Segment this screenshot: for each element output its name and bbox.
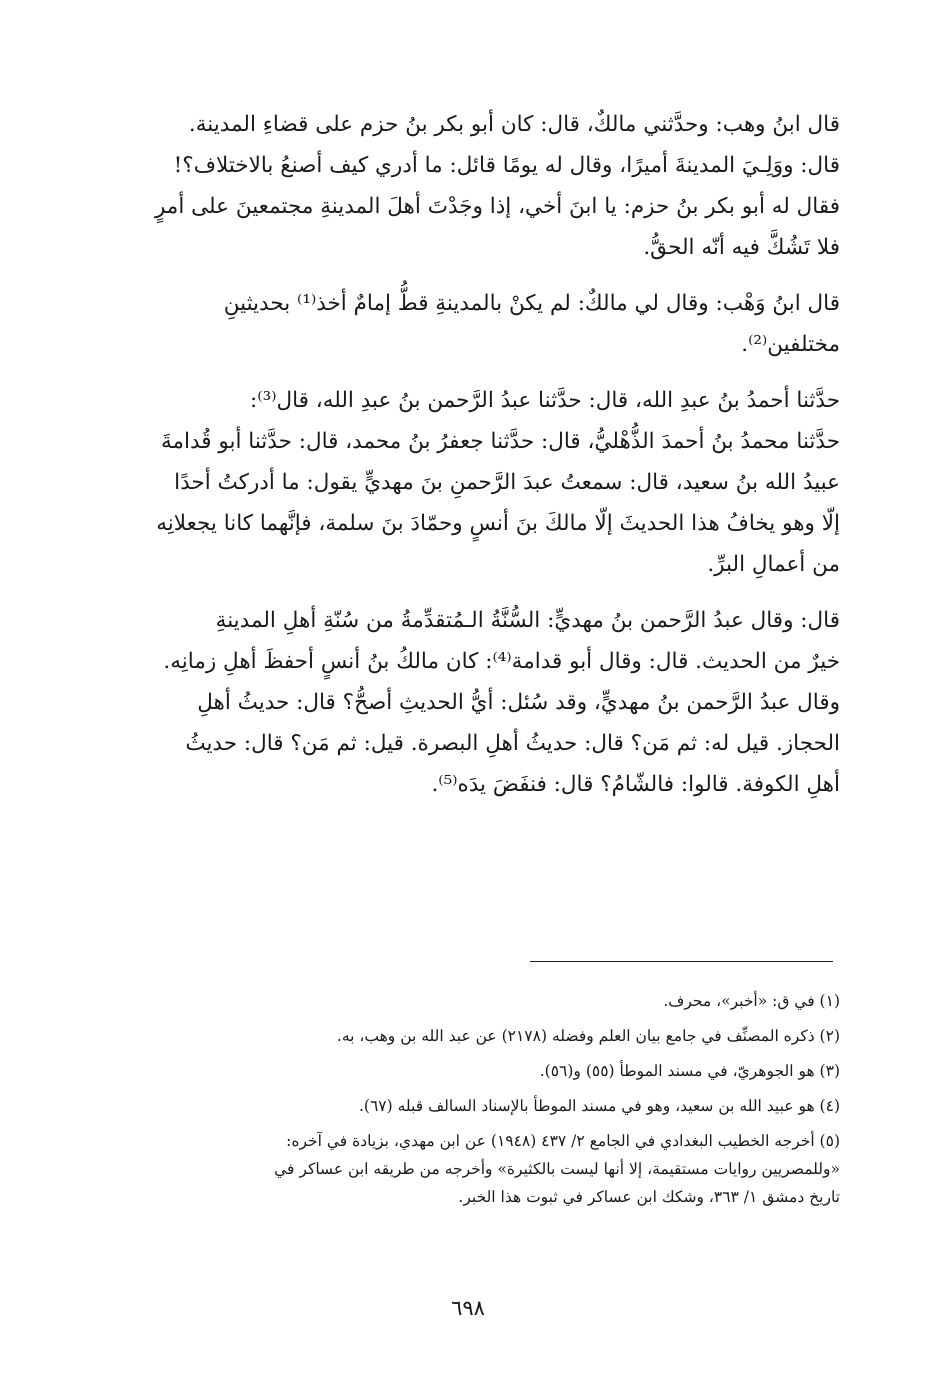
text-line: من أعمالِ البرِّ.	[707, 552, 840, 577]
footnote-line: (٢) ذكره المصنِّف في جامع بيان العلم وفضله (٢١٧٨) عن عبد الله بن وهب، به.	[336, 1027, 840, 1045]
footnote-2	[95, 1022, 840, 1050]
footnote-line: (٣) هو الجوهريّ، في مسند الموطأ (٥٥) و(٥٦).	[539, 1062, 840, 1080]
paragraph-2	[95, 283, 840, 365]
main-text	[95, 104, 840, 820]
paragraph-1	[95, 104, 840, 268]
paragraph-3	[95, 380, 840, 585]
footnote-line: (٥) أخرجه الخطيب البغدادي في الجامع ٢/ ٤٣٧ (١٩٤٨) عن ابن مهدي، بزيادة في آخره:	[286, 1132, 840, 1150]
text-line: قال ابنُ وَهْب: وقال لي مالكٌ: لم يكنْ بالمدينةِ قطُّ إمامٌ أخذ⁽¹⁾ بحديثينِ	[223, 291, 840, 316]
footnote-line: (١) في ق: «أخبر»، محرف.	[663, 992, 840, 1010]
footnote-divider	[530, 961, 833, 962]
text-line: أهلِ الكوفة. قالوا: فالشّامُ؟ قال: فنفَضَ يدَه⁽⁵⁾.	[431, 772, 840, 797]
text-line: فلا تَشُكَّ فيه أنّه الحقُّ.	[643, 235, 840, 260]
footnote-1	[95, 987, 840, 1015]
text-line: مختلفين⁽²⁾.	[741, 332, 840, 357]
text-line: حدَّثنا أحمدُ بنُ عبدِ الله، قال: حدَّثنا عبدُ الرَّحمن بنُ عبدِ الله، قال⁽³⁾:	[250, 388, 840, 413]
footnote-line: (٤) هو عبيد الله بن سعيد، وهو في مسند الموطأ بالإسناد السالف قبله (٦٧).	[359, 1097, 840, 1115]
footnote-line: تاريخ دمشق ١/ ٣٦٣، وشكك ابن عساكر في ثبوت هذا الخبر.	[458, 1188, 840, 1206]
footnote-4	[95, 1092, 840, 1120]
text-line: حدَّثنا محمدُ بنُ أحمدَ الذُّهْليُّ، قال: حدَّثنا جعفرُ بنُ محمد، قال: حدَّثنا أبو قُدامةَ	[160, 429, 840, 454]
text-line: قال ابنُ وهب: وحدَّثني مالكٌ، قال: كان أبو بكر بنُ حزم على قضاءِ المدينة.	[188, 112, 840, 137]
footnote-5	[95, 1127, 840, 1211]
text-line: وقال عبدُ الرَّحمن بنُ مهديٍّ، وقد سُئل: أيُّ الحديثِ أصحُّ؟ قال: حديثُ أهلِ	[197, 690, 840, 715]
footnote-3	[95, 1057, 840, 1085]
paragraph-4	[95, 600, 840, 805]
text-line: الحجاز. قيل له: ثم مَن؟ قال: حديثُ أهلِ البصرة. قيل: ثم مَن؟ قال: حديثُ	[185, 731, 840, 756]
footnotes	[95, 987, 840, 1218]
text-line: قال: وقال عبدُ الرَّحمن بنُ مهديٍّ: السُّنَّةُ الـمُتقدِّمةُ من سُنّةِ أهلِ المدينةِ	[215, 608, 840, 633]
text-line: فقال له أبو بكر بنُ حزم: يا ابنَ أخي، إذا وجَدْتَ أهلَ المدينةِ مجتمعينَ على أمرٍ	[154, 194, 840, 219]
text-line: خيرٌ من الحديث. قال: وقال أبو قدامة⁽⁴⁾: كان مالكُ بنُ أنسٍ أحفظَ أهلِ زمانِه.	[163, 649, 840, 674]
page-number: ٦٩٨	[451, 1296, 485, 1320]
text-line: إلّا وهو يخافُ هذا الحديثَ إلّا مالكَ بنَ أنسٍ وحمّادَ بنَ سلمة، فإنَّهما كانا يجعلانِه	[156, 511, 840, 536]
footnote-line: «وللمصريين روايات مستقيمة، إلا أنها ليست بالكثيرة» وأخرجه من طريقه ابن عساكر في	[274, 1160, 840, 1178]
text-line: عبيدُ الله بنُ سعيد، قال: سمعتُ عبدَ الرَّحمنِ بنَ مهديٍّ يقول: ما أدركتُ أحدًا	[174, 470, 840, 495]
text-line: قال: ووَلِـيَ المدينةَ أميرًا، وقال له يومًا قائل: ما أدري كيف أصنعُ بالاختلاف؟!	[173, 153, 840, 178]
